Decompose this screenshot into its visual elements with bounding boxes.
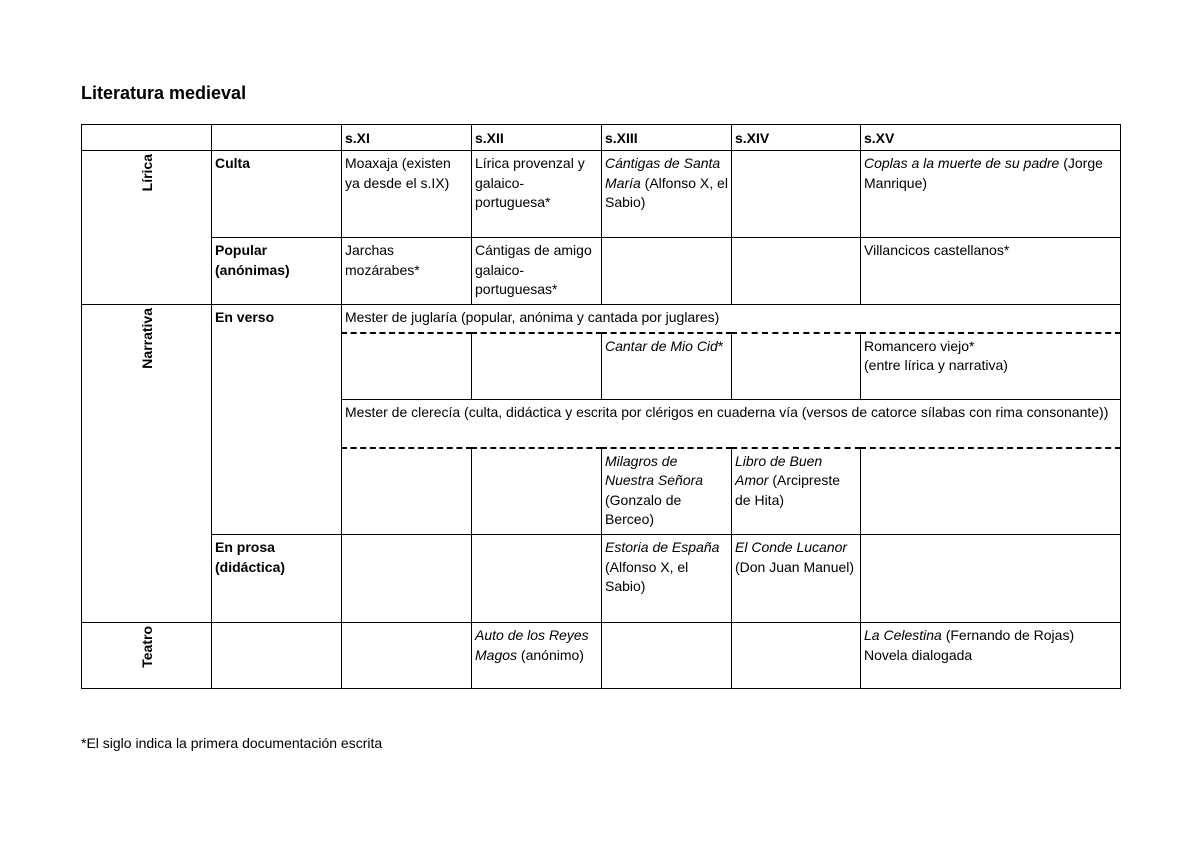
literature-table (81, 124, 1121, 689)
work-title: Romancero viejo* (864, 337, 975, 354)
prosa-s13-cell (602, 535, 732, 623)
header-corner-cell (82, 125, 212, 151)
culta-s14-cell (732, 151, 861, 238)
culta-s15-cell (861, 151, 1121, 238)
popular-label: Popular (anónimas) (212, 238, 342, 305)
teatro-s12-cell (472, 623, 602, 689)
work-title: El Conde Lucanor (735, 539, 848, 555)
verso-label: En verso (212, 305, 342, 535)
work-author: (Don Juan Manuel) (735, 558, 855, 575)
prosa-s11-cell (342, 535, 472, 623)
prosa-s12-cell (472, 535, 602, 623)
culta-label: Culta (212, 151, 342, 238)
prosa-label: En prosa (didáctica) (212, 535, 342, 623)
work-author: (Alfonso X, el Sabio) (605, 558, 689, 594)
header-s15: s.XV (861, 125, 1121, 151)
header-row (82, 125, 1121, 151)
popular-s15-cell: Villancicos castellanos* (861, 238, 1121, 305)
teatro-genre-cell (82, 623, 212, 689)
prosa-s15-cell (861, 535, 1121, 623)
lirica-culta-row (82, 151, 1121, 238)
work-author: (Alfonso X, el Sabio) (605, 174, 728, 210)
culta-s13-cell (602, 151, 732, 238)
work-author: (anónimo) (517, 646, 584, 663)
work-note: (entre lírica y narrativa) (864, 357, 1008, 373)
work-author: (Arcipreste de Hita) (735, 472, 841, 508)
document-title: Literatura medieval (81, 83, 247, 103)
work-title: Estoria de España (605, 539, 720, 555)
work-author: (Fernando de Rojas) (941, 627, 1075, 643)
teatro-s14-cell (732, 623, 861, 689)
teatro-s15-cell (861, 623, 1121, 689)
prosa-s14-cell (732, 535, 861, 623)
popular-s12-cell: Cántigas de amigo galaico-portuguesas* (472, 238, 602, 305)
culta-s12-cell: Lírica provenzal y galaico-portuguesa* (472, 151, 602, 238)
work-title: La Celestina (864, 627, 942, 643)
teatro-row (82, 623, 1121, 689)
work-title: Milagros de Nuestra Señora (605, 452, 704, 488)
culta-s11-cell: Moaxaja (existen ya desde el s.IX) (342, 151, 472, 238)
clerecia-s14-cell (732, 448, 861, 535)
work-author: (Jorge Manrique) (864, 155, 1103, 191)
header-s13: s.XIII (602, 125, 732, 151)
work-title: Cantar de Mio Cid (605, 337, 718, 354)
popular-s11-cell: Jarchas mozárabes* (342, 238, 472, 305)
lirica-popular-row (82, 238, 1121, 305)
work-title: Auto de los Reyes Magos (475, 627, 589, 663)
clerecia-cell: Mester de clerecía (culta, didáctica y escrita por clérigos en cuaderna vía (versos de catorce sílabas con rima consonante)) (342, 400, 1121, 448)
narrativa-genre-cell (82, 305, 212, 623)
juglaria-s13-cell (602, 333, 732, 400)
juglaria-s12-cell (472, 333, 602, 400)
lirica-genre-cell (82, 151, 212, 305)
footnote: *El siglo indica la primera documentación escrita (81, 735, 383, 751)
prosa-row (82, 535, 1121, 623)
juglaria-s15-cell (861, 333, 1121, 400)
popular-s14-cell (732, 238, 861, 305)
work-title: Coplas a la muerte de su padre (864, 155, 1060, 171)
lirica-label: Lírica (138, 154, 155, 192)
teatro-s11-cell (342, 623, 472, 689)
work-note: Novela dialogada (864, 646, 973, 663)
header-s14: s.XIV (732, 125, 861, 151)
juglaria-row (82, 305, 1121, 333)
clerecia-s15-cell (861, 448, 1121, 535)
juglaria-s14-cell (732, 333, 861, 400)
clerecia-s12-cell (472, 448, 602, 535)
header-s12: s.XII (472, 125, 602, 151)
work-note: * (717, 337, 724, 354)
juglaria-s11-cell (342, 333, 472, 400)
header-subcategory-cell (212, 125, 342, 151)
work-author: (Gonzalo de Berceo) (605, 491, 682, 527)
clerecia-s13-cell (602, 448, 732, 535)
teatro-s13-cell (602, 623, 732, 689)
work-title: Cántigas de Santa María (605, 155, 721, 191)
clerecia-s11-cell (342, 448, 472, 535)
narrativa-label: Narrativa (138, 308, 155, 369)
header-s11: s.XI (342, 125, 472, 151)
popular-s13-cell (602, 238, 732, 305)
work-title: Libro de Buen Amor (735, 452, 823, 488)
teatro-subcategory-cell (212, 623, 342, 689)
teatro-label: Teatro (138, 626, 155, 668)
juglaria-cell: Mester de juglaría (popular, anónima y cantada por juglares) (342, 305, 1121, 333)
